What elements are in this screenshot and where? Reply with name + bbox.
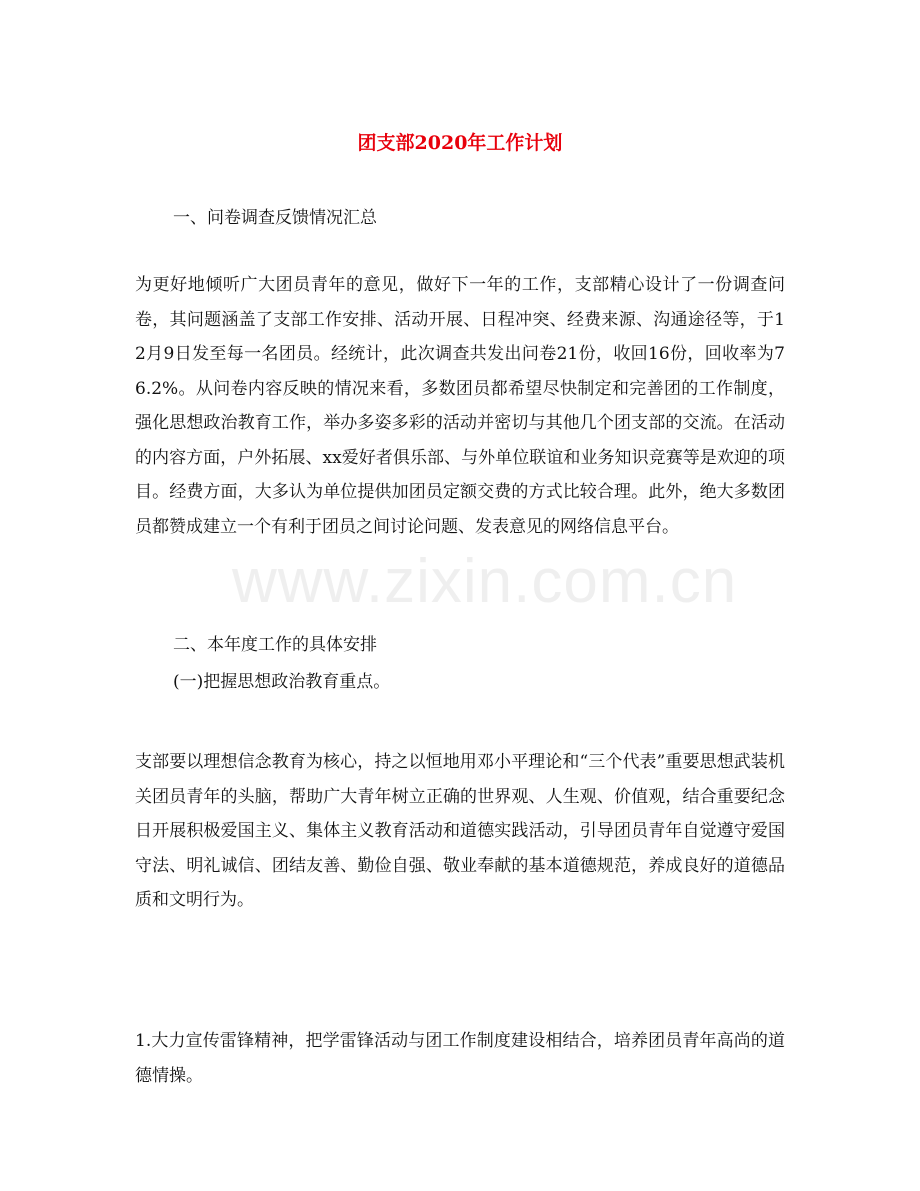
- paragraph-ideology-education: 支部要以理想信念教育为核心，持之以恒地用邓小平理论和“三个代表”重要思想武装机关团员青年的头脑，帮助广大青年树立正确的世界观、人生观、价值观，结合重要纪念日开展积极爱国主义、集体主义教育活动和道德实践活动，引导团员青年自觉遵守爱国守法、明礼诚信、团结友善、勤俭自强、敬业奉献的基本道德规范，养成良好的道德品质和文明行为。: [135, 752, 785, 910]
- paragraph-survey-summary: 为更好地倾听广大团员青年的意见，做好下一年的工作，支部精心设计了一份调查问卷，其问题涵盖了支部工作安排、活动开展、日程冲突、经费来源、沟通途径等，于12月9日发至每一名团员。经统计，此次调查共发出问卷21份，收回16份，回收率为76.2%。从问卷内容反映的情况来看，多数团员都希望尽快制定和完善团的工作制度，强化思想政治教育工作，举办多姿多彩的活动并密切与其他几个团支部的交流。在活动的内容方面，户外拓展、xx爱好者俱乐部、与外单位联谊和业务知识竞赛等是欢迎的项目。经费方面，大多认为单位提供加团员定额交费的方式比较合理。此外，绝大多数团员都赞成建立一个有利于团员之间讨论问题、发表意见的网络信息平台。: [135, 275, 785, 537]
- section-heading-arrangements: 二、本年度工作的具体安排: [173, 635, 377, 655]
- subsection-heading-ideology: (一)把握思想政治教育重点。: [173, 672, 391, 692]
- watermark: www.zixin.com.cn: [232, 547, 738, 616]
- section-heading-survey: 一、问卷调查反馈情况汇总: [173, 208, 377, 228]
- paragraph-lei-feng: 1.大力宣传雷锋精神，把学雷锋活动与团工作制度建设相结合，培养团员青年高尚的道德情操。: [135, 1031, 785, 1086]
- document-title: 团支部2020年工作计划: [357, 132, 563, 154]
